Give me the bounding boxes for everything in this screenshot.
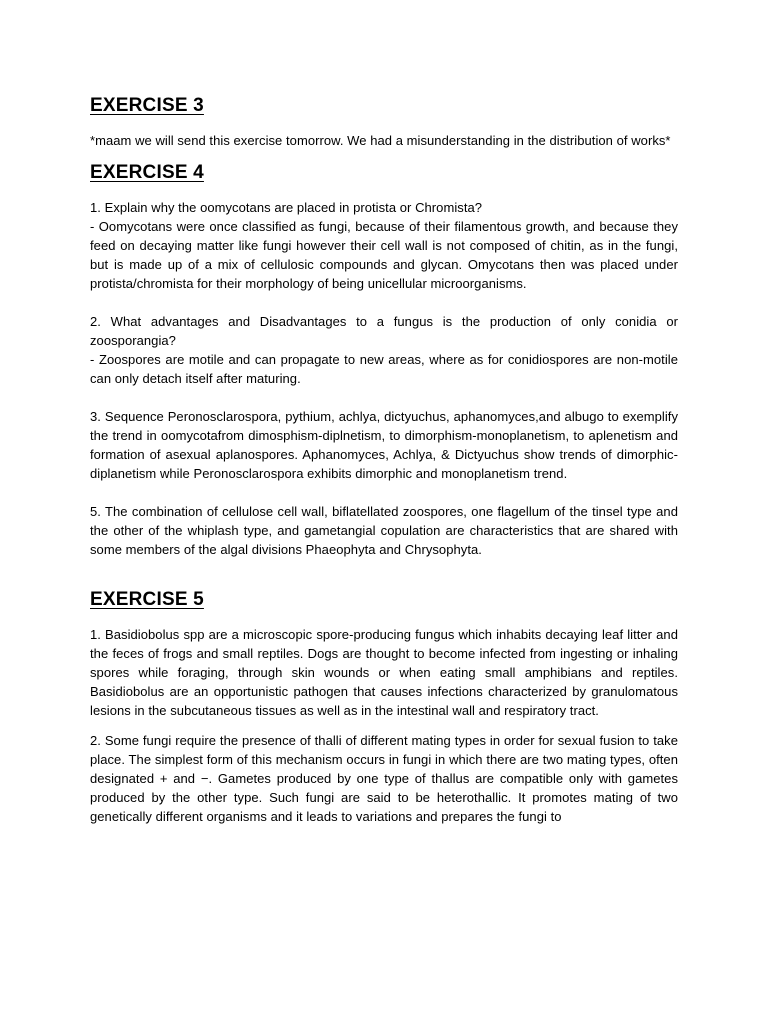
- document-body: [90, 95, 678, 826]
- exercise-3-heading: EXERCISE 3: [90, 95, 204, 116]
- question-1-text: 1. Explain why the oomycotans are placed in protista or Chromista?: [90, 200, 483, 215]
- exercise-4-item-2: [90, 312, 678, 388]
- exercise-3-note: *maam we will send this exercise tomorrow. We had a misunderstanding in the distribution of works*: [90, 133, 671, 148]
- exercise-5-heading: EXERCISE 5: [90, 589, 204, 610]
- exercise-4-item-3: 3. Sequence Peronosclarospora, pythium, achlya, dictyuchus, aphanomyces,and albugo to exemplify the trend in oomycotafrom dimosphism-diplnetism, to dimorphism-monoplanetism, to aplenetism and formation of asexual aplanospores. Aphanomyces, Achlya, & Dictyuchus show trends of dimorphic-diplanetism while Peronosclarospora exhibits dimorphic and monoplanetism trend.: [90, 409, 678, 481]
- answer-2-text: - Zoospores are motile and can propagate to new areas, where as for conidiospores are non-motile can only detach itself after maturing.: [90, 352, 678, 386]
- exercise-5-paragraph-2: 2. Some fungi require the presence of thalli of different mating types in order for sexual fusion to take place. The simplest form of this mechanism occurs in fungi in which there are two mating types, often designated + and −. Gametes produced by one type of thallus are compatible only with gametes produced by the other type. Such fungi are said to be heterothallic. It promotes mating of two genetically different organisms and it leads to variations and prepares the fungi to: [90, 733, 678, 824]
- exercise-5-paragraph-1: 1. Basidiobolus spp are a microscopic spore-producing fungus which inhabits decaying leaf litter and the feces of frogs and small reptiles. Dogs are thought to become infected from ingesting or inhaling spores while foraging, through skin wounds or when eating small amphibians and reptiles. Basidiobolus are an opportunistic pathogen that causes infections characterized by granulomatous lesions in the subcutaneous tissues as well as in the intestinal wall and respiratory tract.: [90, 627, 678, 718]
- answer-1-text: - Oomycotans were once classified as fungi, because of their filamentous growth, and because they feed on decaying matter like fungi however their cell wall is not composed of chitin, as in the fungi, but is made up of a mix of cellulosic compounds and glycan. Omycotans then was placed under protista/chromista for their morphology of being unicellular microorganisms.: [90, 219, 678, 291]
- exercise-4-item-5: 5. The combination of cellulose cell wall, biflatellated zoospores, one flagellum of the tinsel type and the other of the whiplash type, and gametangial copulation are characteristics that are shared with some members of the algal divisions Phaeophyta and Chrysophyta.: [90, 504, 678, 557]
- exercise-4-item-1: [90, 198, 678, 293]
- exercise-4-heading: EXERCISE 4: [90, 162, 204, 183]
- question-2-text: 2. What advantages and Disadvantages to a fungus is the production of only conidia or zoosporangia?: [90, 314, 678, 348]
